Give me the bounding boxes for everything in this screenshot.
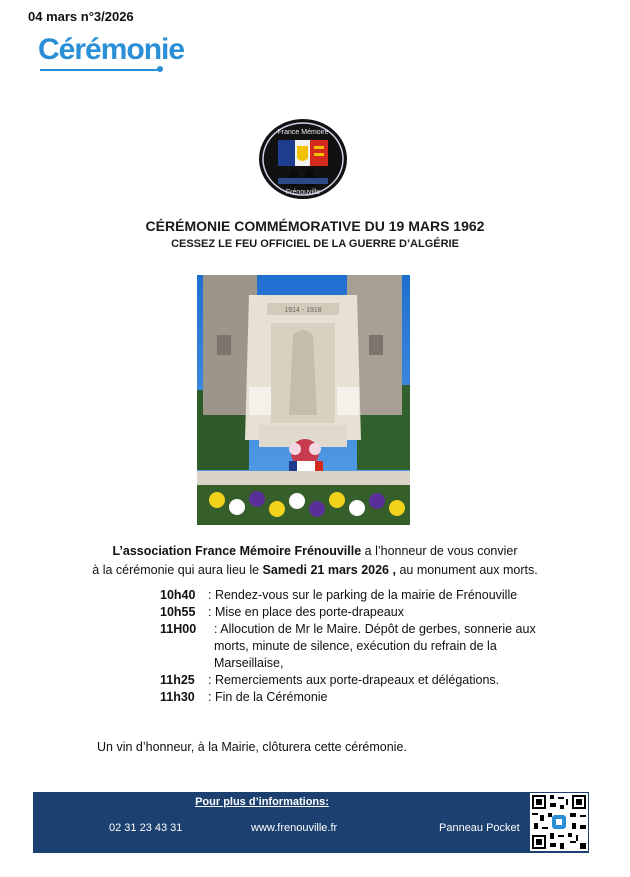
schedule-time: 11h30 [160,690,195,704]
schedule-item [160,689,328,706]
schedule-time: 10h40 [160,588,196,602]
schedule-desc: : Rendez-vous sur le parking de la mairie de Frénouville [208,588,518,602]
schedule-desc: : Allocution de Mr le Maire. Dépôt de gerbes, sonnerie aux morts, minute de silence, exécution du refrain de la Marseillaise, [214,622,536,670]
event-date: Samedi 21 mars 2026 , [262,563,396,577]
footer-app-name: Panneau Pocket [439,822,520,834]
brand-dot [157,66,163,72]
association-name: L’association France Mémoire Frénouville [112,544,362,558]
schedule-time: 11H00 [160,622,197,636]
schedule-desc: : Fin de la Cérémonie [208,690,328,704]
issue-date: 04 mars n°3/2026 [28,9,134,24]
brand-underline [40,69,158,71]
footer-phone[interactable]: 02 31 23 43 31 [109,822,183,834]
plaque-text: 1914 - 1918 [284,307,322,314]
memorial-photo [197,275,410,525]
schedule-desc: : Remerciements aux porte-drapeaux et délégations. [208,673,500,687]
closing-text: Un vin d’honneur, à la Mairie, clôturera cette cérémonie. [97,740,407,754]
intro-text-3: au monument aux morts. [395,563,538,577]
intro-text-1: a l’honneur de vous convier [361,544,518,558]
qr-code[interactable] [530,793,588,851]
footer-website-link[interactable]: www.frenouville.fr [251,822,338,834]
logo-top-text: France Mémoire [277,129,329,136]
schedule-desc: : Mise en place des porte-drapeaux [208,605,404,619]
page-title: CÉRÉMONIE COMMÉMORATIVE DU 19 MARS 1962 [145,218,485,234]
brand-title: Cérémonie [38,33,185,66]
page-subtitle: CESSEZ LE FEU OFFICIEL DE LA GUERRE D’ALGÉRIE [171,238,459,250]
logo-bottom-text: Frénouville [285,189,321,196]
info-footer [33,792,589,853]
schedule-item [160,587,517,604]
schedule-item [160,604,404,621]
schedule-time: 11h25 [160,673,195,687]
intro-line-1 [0,544,630,558]
schedule-item [160,672,499,689]
intro-line-2 [0,563,630,577]
association-logo [258,118,348,200]
intro-text-2: à la cérémonie qui aura lieu le [92,563,263,577]
schedule-item [160,621,560,672]
schedule-time: 10h55 [160,605,196,619]
footer-heading: Pour plus d’informations: [195,796,329,808]
